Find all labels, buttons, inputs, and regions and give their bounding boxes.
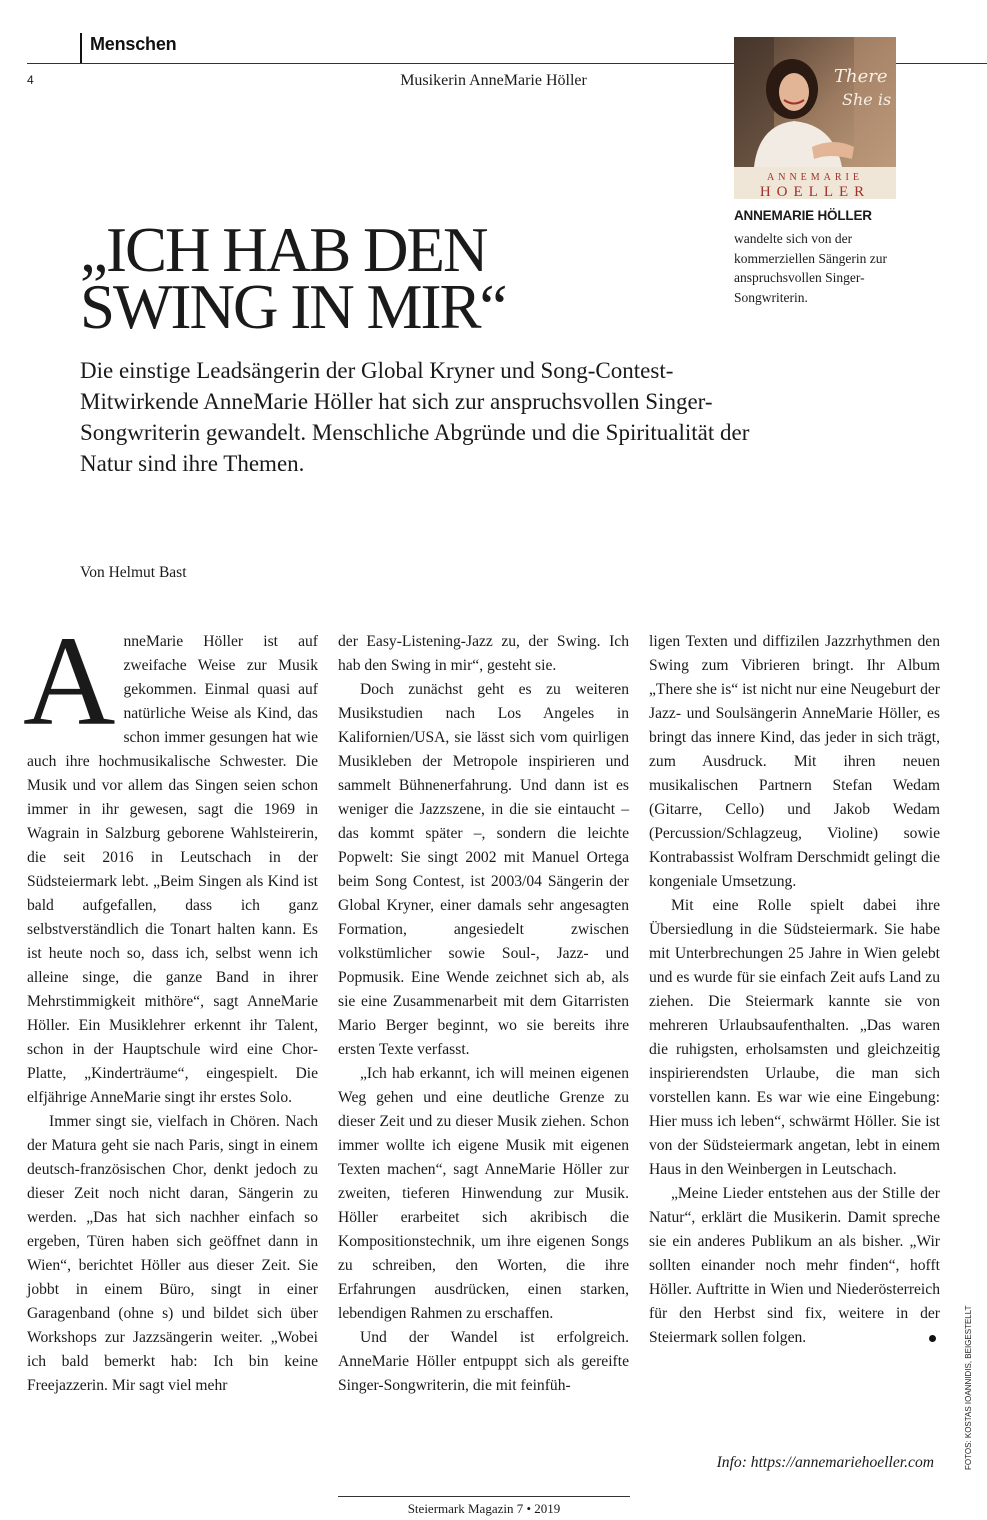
article-column-3	[649, 630, 940, 1350]
article-paragraph: der Easy-Listening-Jazz zu, der Swing. Ich hab den Swing in mir“, gesteht sie.	[338, 633, 629, 674]
article-paragraph: Und der Wandel ist erfolgreich. AnneMarie Höller entpuppt sich als gereifte Singer-Songwriterin, die mit feinfüh-	[338, 1329, 629, 1394]
article-paragraph: Immer singt sie, vielfach in Chören. Nach der Matura geht sie nach Paris, singt in einem deutsch-französischen Chor, denkt jedoch zu dieser Zeit noch nicht daran, Sängerin zu werden. „Das hat sich nachher einfach so ergeben, Türen haben sich geöffnet dann in Wien“, berichtet Höller aus dieser Zeit. Sie jobbt in einem Büro, singt in einer Garagenband (ohne s) und bildet sich über Workshops zur Jazzsängerin weiter. „Wobei ich bald bemerkt hab: Ich bin keine Freejazzerin. Mir sagt viel mehr	[27, 1113, 318, 1394]
cover-artist-first: ANNEMARIE	[767, 172, 863, 183]
article-column-2	[338, 630, 629, 1398]
drop-cap: A	[23, 610, 116, 752]
article-paragraph: ligen Texten und diffizilen Jazzrhythmen den Swing zum Vibrieren bringt. Ihr Album „There she is“ ist nicht nur eine Neugeburt der Jazz- und Soulsängerin AnneMarie Höller, es bringt das innere Kind, das jeder in sich trägt, zum Ausdruck. Mit ihren neuen musikalischen Partnern Stefan Wedam (Gitarre, Cello) und Jakob Wedam (Percussion/Schlagzeug, Violine) sowie Kontrabassist Wolfram Derschmidt gelingt die kongeniale Umsetzung.	[649, 633, 940, 890]
paragraph-text: nneMarie Höller ist auf zweifache Weise zur Musik gekommen. Einmal quasi auf natürliche Weise als Kind, das schon immer gesungen hat wie auch ihre hochmusikalische Schwester. Die Musik und vor allem das Singen seien schon immer in ihr gewesen, sagt die 1969 in Wagrain in Salzburg geborene Wahlsteirerin, die seit 2016 in Leutschach in der Südsteiermark lebt. „Beim Singen als Kind ist bald aufgefallen, dass ich ganz selbstverständlich die Tonart halten kann. Es ist heute noch so, dass ich, selbst wenn ich alleine singe, die ganze Band in ihrer Mehrstimmigkeit mithöre“, sagt AnneMarie Höller. Ein Musiklehrer erkennt ihr Talent, schon in der Hauptschule wird eine Chor-Platte, „Kinderträume“, eingespielt. Die elfjährige AnneMarie singt ihr erstes Solo.	[27, 633, 318, 1106]
cover-artist-last: HOELLER	[759, 184, 871, 199]
rubric-divider	[80, 33, 82, 63]
lead-paragraph: Die einstige Leadsängerin der Global Kryner und Song-Contest-Mitwirkende AnneMarie Höller hat sich zur anspruchsvollen Singer-Songwriterin gewandelt. Menschliche Abgründe und die Spiritualität der Natur sind ihre Themen.	[80, 358, 750, 476]
caption-name: ANNEMARIE HÖLLER	[734, 208, 872, 223]
headline-line1: „ICH HAB DEN	[80, 215, 487, 285]
byline: Von Helmut Bast	[80, 564, 187, 581]
section-rubric: Menschen	[90, 34, 177, 54]
info-link[interactable]: Info: https://annemariehoeller.com	[716, 1454, 934, 1471]
article-paragraph: Doch zunächst geht es zu weiteren Musikstudien nach Los Angeles in Kalifornien/USA, sie lässt sich vom quirligen Musikleben der Metropole inspirieren und sammelt Bühnenerfahrung. Und dann ist es weniger die Jazzszene, in die sie eintaucht – das kommt später –, sondern die leichte Popwelt: Sie singt 2002 mit Manuel Ortega beim Song Contest, ist 2003/04 Sängerin der Global Kryner, einer damals sehr angesagten Formation, angesiedelt zwischen volkstümlicher sowie Soul-, Jazz- und Popmusik. Eine Wende zeichnet sich ab, als sie eine Zusammenarbeit mit dem Gitarristen Mario Berger beginnt, wo sie bereits ihre ersten Texte verfasst.	[338, 681, 629, 1058]
cover-title-line2: She is	[842, 90, 892, 109]
running-head: Musikerin AnneMarie Höller	[400, 72, 587, 89]
footer: Steiermark Magazin 7 • 2019	[407, 1501, 561, 1516]
article-paragraph	[23, 610, 318, 1110]
page-number: 4	[27, 73, 34, 87]
cover-title-line1: There	[834, 66, 888, 87]
caption-text: wandelte sich von der kommerziellen Sängerin zur anspruchsvollen Singer-Songwriterin.	[734, 231, 887, 305]
headline	[80, 215, 720, 342]
headline-line2: SWING IN MIR“	[80, 272, 506, 342]
article-column-1	[23, 610, 318, 1398]
article-paragraph: „Ich hab erkannt, ich will meinen eigenen Weg gehen und eine deutliche Grenze zu dieser Zeit und zu dieser Musik ziehen. Schon immer wollte ich eigene Musik mit eigenen Texten machen“, sagt AnneMarie Höller zur zweiten, tieferen Hinwendung zur Musik. Höller erarbeitet sich akribisch die Kompositionstechnik, um ihre eigenen Songs zu schreiben, den Worten, die ihre Erfahrungen ausdrücken, einen starken, lebendigen Rahmen zu erschaffen.	[338, 1065, 629, 1322]
article-paragraph	[649, 1182, 940, 1350]
album-cover-image	[734, 37, 896, 199]
album-cover-art	[734, 37, 896, 199]
footer-rule	[338, 1496, 630, 1497]
end-mark-icon	[929, 1335, 936, 1342]
paragraph-text: „Meine Lieder entstehen aus der Stille der Natur“, erklärt die Musikerin. Damit spreche sie ein anderes Publikum an als bisher. „Wir sollten einander noch mehr finden“, hofft Höller. Auftritte in Wien und Niederösterreich für den Herbst sind fix, weitere in der Steiermark sollen folgen.	[649, 1185, 940, 1346]
article-paragraph: Mit eine Rolle spielt dabei ihre Übersiedlung in die Südsteiermark. Sie habe mit Unterbrechungen 25 Jahre in Wien gelebt und es wurde für sie einfach Zeit aufs Land zu ziehen. Die Steiermark kannte sie von mehreren Urlaubsaufenthalten. „Das waren die ruhigsten, erholsamsten und gleichzeitig inspirierendsten Urlaube, die man sich vorstellen kann. Es war wie eine Eingebung: Hier muss ich leben“, schwärmt Höller. Sie ist von der Südsteiermark angetan, lebt in einem Haus in den Weinbergen in Leutschach.	[649, 897, 940, 1178]
photo-credit: FOTOS: KOSTAS IOANNIDIS, BEIGESTELLT	[964, 1305, 973, 1470]
